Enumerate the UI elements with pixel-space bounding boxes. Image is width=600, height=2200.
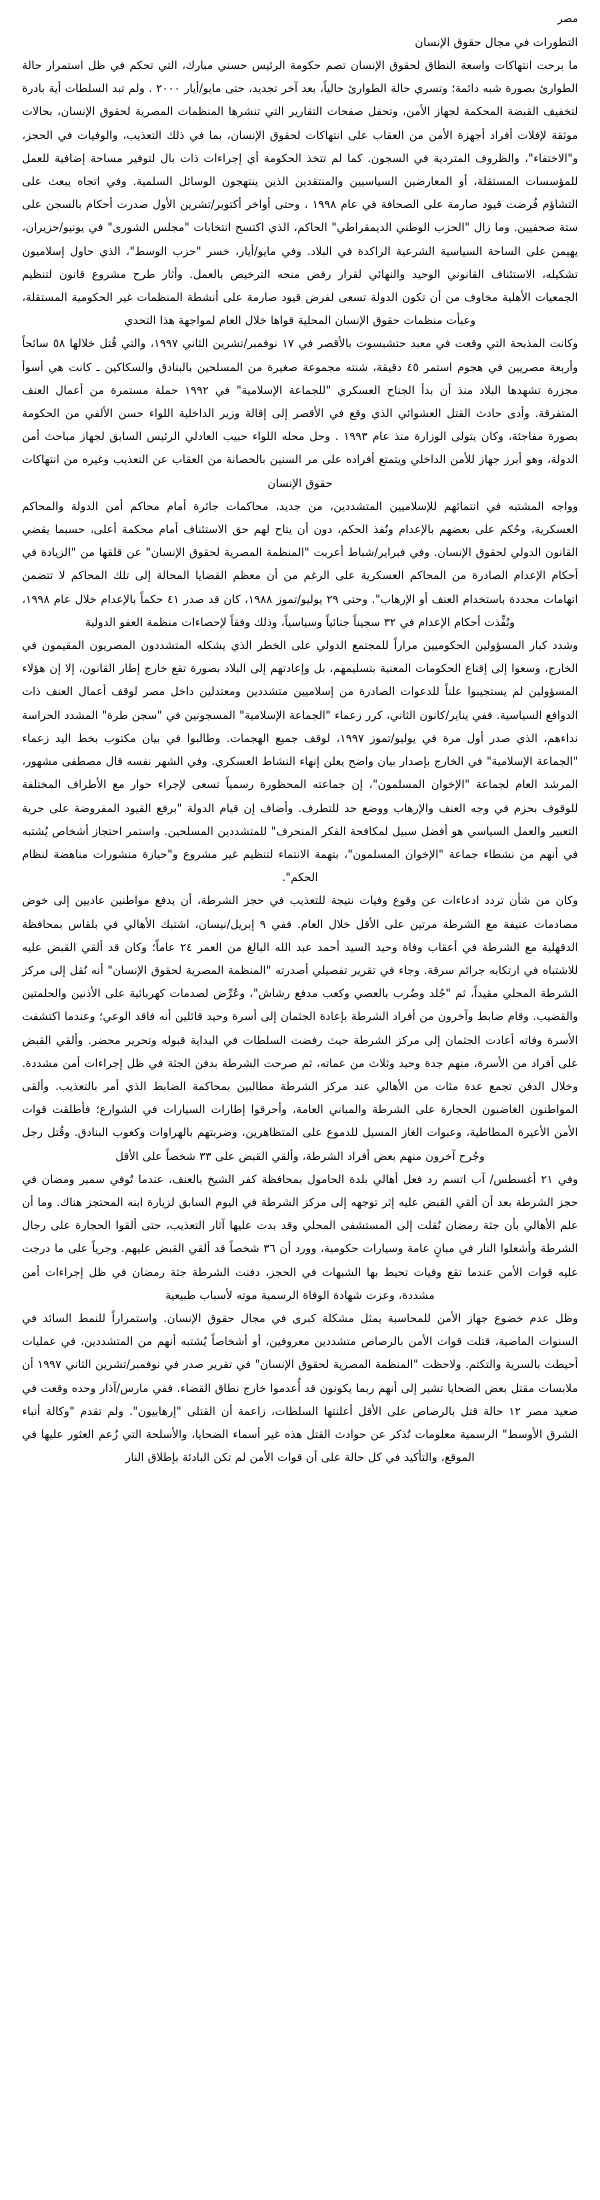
- paragraph: وكان من شأن تردد ادعاءات عن وقوع وفيات نتيجة للتعذيب في حجز الشرطة، أن يدفع مواطنين عاديين إلى خوض مصادمات عنيفة مع الشرطة مرتين على الأقل خلال العام. ففي ٩ إبريل/نيسان، اشتبك الأهالي في بلقاس بمحافظة الدقهلية مع الشرطة في أعقاب وفاة وحيد السيد أحمد عبد الله البالغ من العمر ٢٤ عاماً؛ وكان قد ألقي القبض عليه للاشتباه في ارتكابه جرائم سرقة. وجاء في تقرير تفصيلي أصدرته "المنظمة المصرية لحقوق الإنسان" أنه نُقل إلى مركز الشرطة المحلي مقيداً، ثم "جُلد وضُرب بالعصي وكعب مدفع رشاش"، وعُرِّض لصدمات كهربائية على الأذنين والحلمتين والقضيب. وقام ضابط وآخرون من أفراد الشرطة بإعادة الجثمان إلى أسرة وحيد قائلين أنه فاقد الوعي؛ وعندما اكتشفت الأسرة وفاته أعادت الجثمان إلى مركز الشرطة حيث رفضت السلطات في البداية قبوله وتحرير محضر. وألقي القبض على أفراد من الأسرة، منهم جدة وحيد وثلاث من عماته، ثم صرحت الشرطة بدفن الجثة في ظل إجراءات أمن مشددة. وخلال الدفن تجمع عدة مئات من الأهالي عند مركز الشرطة مطالبين بمحاكمة الضابط الذي أمر بالتعذيب. وألقى المواطنون الغاضبون الحجارة على الشرطة والمباني العامة، وأحرقوا إطارات السيارات في الشوارع؛ فأطلقت قوات الأمن الأعيرة المطاطية، وعبوات الغاز المسيل للدموع على المتظاهرين، وضربتهم بالهراوات وكعوب البنادق. وقُتل رجل وجُرح آخرون منهم بعض أفراد الشرطة، وألقي القبض على ٣٣ شخصاً على الأقل: [22, 894, 578, 1163]
- paragraph: وواجه المشتبه في انتمائهم للإسلاميين المتشددين، من جديد، محاكمات جائرة أمام محاكم أمن الدولة والمحاكم العسكرية، وحُكم على بعضهم بالإعدام ونُفذ الحكم، دون أن يتاح لهم حق الاستئناف أمام محكمة أعلى، حسبما يقضي القانون الدولي لحقوق الإنسان. وفي فبراير/شباط أعربت "المنظمة المصرية لحقوق الإنسان" عن قلقها من "الزيادة في أحكام الإعدام الصادرة من المحاكم العسكرية على الرغم من أن معظم القضايا المحالة إلى تلك المحاكم لا تتضمن اتهامات محددة باستخدام العنف أو الإرهاب". وحتى ٢٩ يوليو/تموز ١٩٨٨، كان قد صدر ٤١ حكماً بالإعدام خلال عام ١٩٩٨، ونُفِّذت أحكام الإعدام في ٣٢ سجيناً جنائياً وسياسياً، وذلك وفقاً لإحصاءات منظمة العفو الدولية: [22, 499, 578, 629]
- paragraph: ما برحت انتهاكات واسعة النطاق لحقوق الإنسان تصم حكومة الرئيس حسني مبارك، التي تحكم في ظل استمرار حالة الطوارئ بصورة شبه دائمة؛ وتسري حالة الطوارئ حالياً، بعد آخر تجديد، حتى مايو/أيار ٢٠٠٠ . ولم تبد السلطات أية بادرة لتخفيف القبضة المحكمة لجهاز الأمن، وتحفل صفحات التقارير التي تنشرها المنظمات المصرية لحقوق الإنسان، بحالات موثقة لإفلات أفراد أجهزة الأمن من العقاب على انتهاكات لحقوق الإنسان، بما في ذلك التعذيب، والوفيات في الحجز، و"الاختفاء"، والظروف المتردية في السجون. كما لم تتخذ الحكومة أي إجراءات ذات بال لتوفير مساحة إضافية للعمل للمؤسسات المستقلة، أو المعارضين السياسيين والمنتقدين الذين ينتهجون الوسائل السلمية. وفي اتجاه يبعث على التشاؤم فُرضت قيود صارمة على الصحافة في عام ١٩٩٨ ، وحتى أواخر أكتوبر/تشرين الأول صدرت أحكام بالسجن على ستة صحفيين. وما زال "الحزب الوطني الديمقراطي" الحاكم، الذي اكتسح انتخابات "مجلس الشورى" في يونيو/حزيران، يهيمن على الساحة السياسية الشرعية الراكدة في البلاد. وفي مايو/أيار، خسر "حزب الوسط"، الذي حاول إسلاميون تشكيله، الاستئناف القانوني الوحيد والنهائي لقرار رفض منحه الترخيص بالعمل. وأثار طرح مشروع قانون لتنظيم الجمعيات الأهلية مخاوف من أن تكون الدولة تسعى لفرض قيود صارمة على أنشطة المنظمات غير الحكومية المستقلة، وعبأت منظمات حقوق الإنسان المحلية قواها خلال العام لمواجهة هذا التحدي: [22, 59, 578, 328]
- paragraph: وكانت المذبحة التي وقعت في معبد حتشبسوت بالأقصر في ١٧ نوفمبر/تشرين الثاني ١٩٩٧، والتي قُتل خلالها ٥٨ سائحاً وأربعة مصريين في هجوم استمر ٤٥ دقيقة، شنته مجموعة صغيرة من المسلحين بالبنادق والسكاكين ـ كانت هي أسوأ مجزرة تشهدها البلاد منذ أن بدأ الجناح العسكري "للجماعة الإسلامية" في ١٩٩٢ حملة مستمرة من أعمال العنف المتفرقة. وأدى حادث القتل العشوائي الذي وقع في الأقصر إلى إقالة وزير الداخلية اللواء حسن الألفي من الحكومة بصورة مفاجئة، وكان يتولى الوزارة منذ عام ١٩٩٣ . وحل محله اللواء حبيب العادلي الرئيس السابق لجهاز مباحث أمن الدولة، وهو أبرز جهاز للأمن الداخلي ويتمتع أفراده على مر السنين بالحصانة من العقاب عن التعذيب وغيره من انتهاكات حقوق الإنسان: [22, 337, 579, 490]
- paragraph: وفي ٢١ أغسطس/ آب اتسم رد فعل أهالي بلدة الحامول بمحافظة كفر الشيخ بالعنف، عندما تُوفي سمير ومضان في حجز الشرطة بعد أن ألقي القبض عليه إثر توجهه إلى مركز الشرطة في اليوم السابق لزيارة ابنه المحتجز هناك. وما أن علم الأهالي بأن جثة رمضان نُقلت إلى المستشفى المحلي وقد بدت عليها آثار التعذيب، حتى ألقوا الحجارة على رجال الشرطة وأشعلوا النار في مبانٍ عامة وسيارات حكومية، وورد أن ٣٦ شخصاً قد ألقي القبض عليهم. وجرياً على ما درجت عليه قوات الأمن عندما تقع وفيات تحيط بها الشبهات في الحجز، دفنت الشرطة جثة رمضان في ظل إجراءات أمن مشددة، وعزت شهادة الوفاة الرسمية موته لأسباب طبيعية: [22, 1172, 579, 1302]
- page-title: مصر: [557, 13, 578, 25]
- paragraph: وظل عدم خضوع جهاز الأمن للمحاسبة يمثل مشكلة كبرى في مجال حقوق الإنسان. واستمراراً للنمط السائد في السنوات الماضية، قتلت قوات الأمن بالرصاص متشددين معروفين، أو أشخاصاً يُشتبه أنهم من المتشددين، في عمليات أحيطت بالسرية والتكتم. ولاحظت "المنظمة المصرية لحقوق الإنسان" في تقرير صدر في نوفمبر/تشرين الثاني ١٩٩٧ أن ملابسات مقتل بعض الضحايا تشير إلى أنهم ربما يكونون قد أُعدموا خارج نطاق القضاء. ففي مارس/آذار وحده وقعت في صعيد مصر ١٢ حالة قتل بالرصاص على الأقل أعلنتها السلطات، زاعمة أن القتلى "إرهابيون". ولم تقدم "وكالة أنباء الشرق الأوسط" الرسمية معلومات تُذكر عن حوادث القتل هذه غير أسماء الضحايا، والأسلحة التي زُعم العثور عليها في الموقع، والتأكيد في كل حالة على أن قوات الأمن لم تكن البادئة بإطلاق النار: [22, 1311, 578, 1465]
- section-heading: التطورات في مجال حقوق الإنسان: [414, 35, 578, 49]
- paragraph: وشدد كبار المسؤولين الحكوميين مراراً للمجتمع الدولي على الخطر الذي يشكله المتشددون المصريون المقيمون في الخارج، وسعوا إلى إقناع الحكومات المعنية بتسليمهم، بل وإعادتهم إلى البلاد بصورة تقع خارج إطار القانون، إلا إن هؤلاء المسؤولين لم يستجيبوا علناً للدعوات الصادرة من إسلاميين متشددين ومعتدلين داخل مصر لوقف أعمال العنف ذات الدوافع السياسية. ففي يناير/كانون الثاني، كرر زعماء "الجماعة الإسلامية" المسجونين في "سجن طرة" المشدد الحراسة نداءهم، الذي صدر أول مرة في يوليو/تموز ١٩٩٧، لوقف جميع الهجمات. وطالبوا في بيان مكتوب بخط اليد زعماء "الجماعة الإسلامية" في الخارج بإصدار بيان واضح يعلن إنهاء النشاط العسكري. وفي الشهر نفسه قال مصطفى مشهور، المرشد العام لجماعة "الإخوان المسلمون"، إن جماعته المحظورة رسمياً تسعى لإجراء حوار مع الأطراف المختلفة للوقوف بحزم في وجه العنف والإرهاب ووضع حد للتطرف. وأضاف إن قيام الدولة "برفع القيود المفروضة على حرية التعبير والعمل السياسي هو أفضل سبيل لمكافحة الفكر المنحرف" للمتشددين المسلحين. واستمر احتجاز أشخاص يُشتبه في أنهم من نشطاء جماعة "الإخوان المسلمون"، بتهمة الانتماء لتنظيم غير مشروع و"حيازة منشورات مناهضة لنظام الحكم".: [22, 639, 578, 885]
